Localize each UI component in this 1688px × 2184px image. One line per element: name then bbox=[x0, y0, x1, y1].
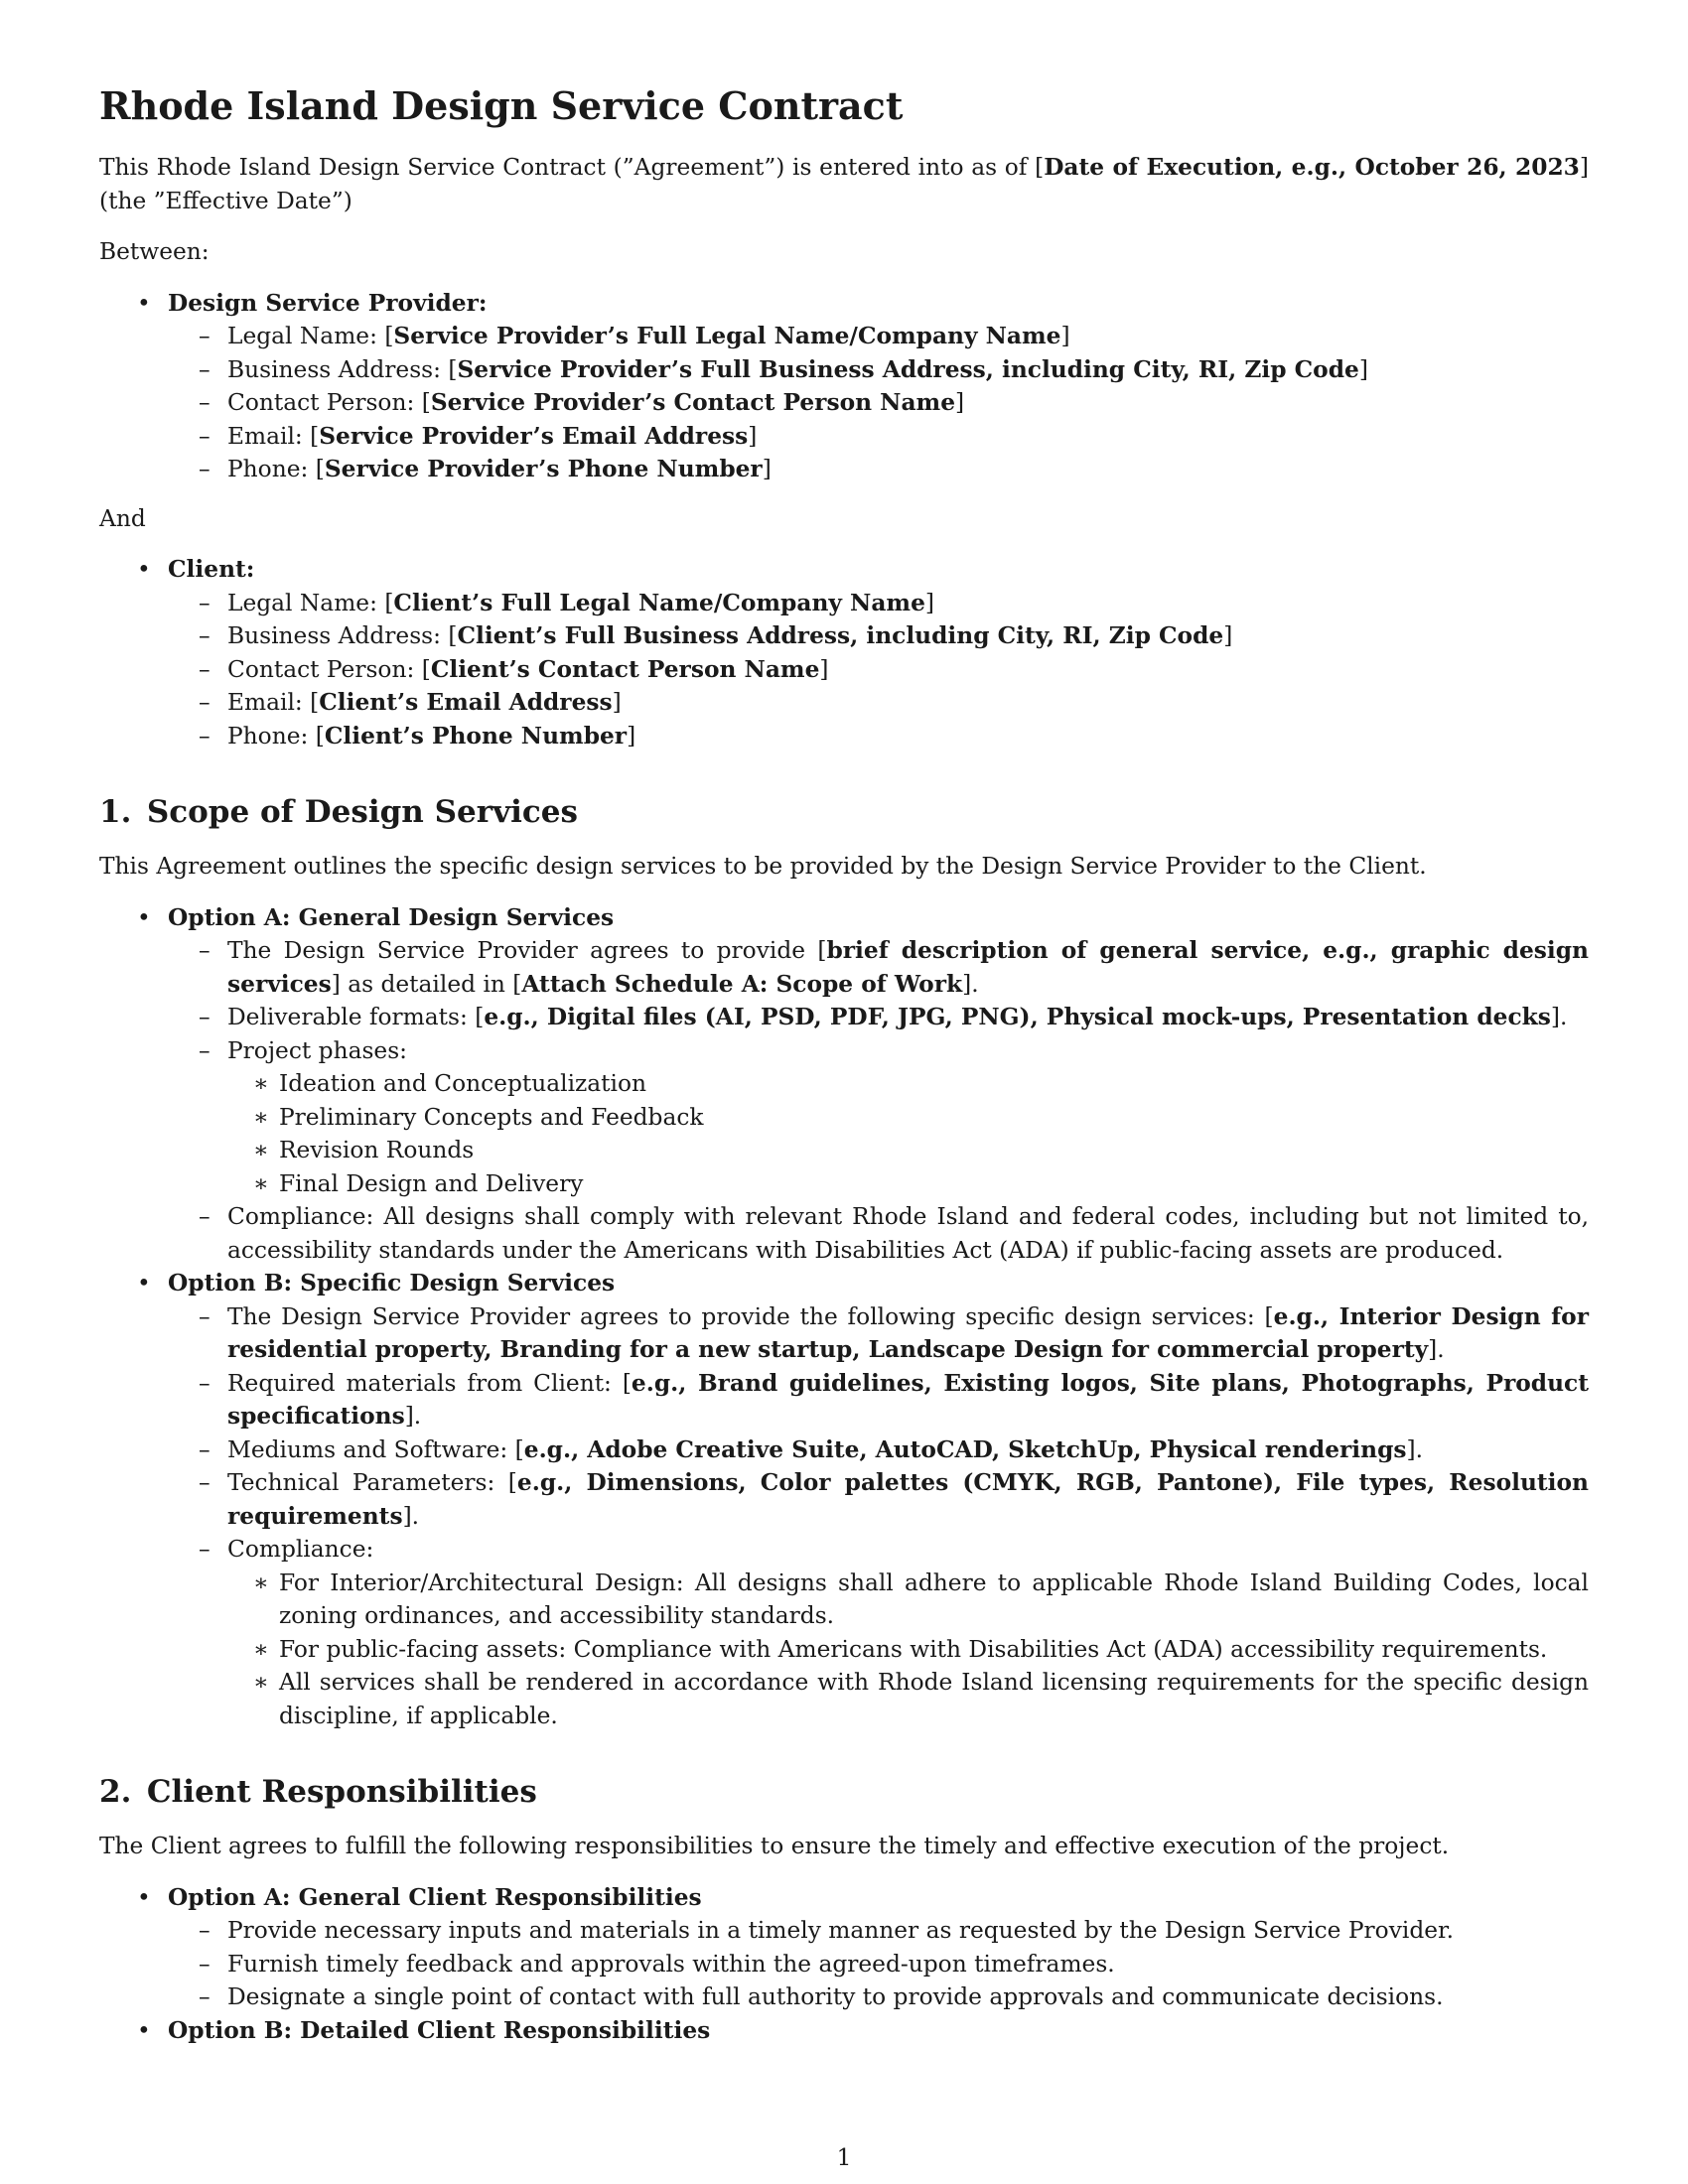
project-phase-list bbox=[227, 1067, 1589, 1200]
compliance-item: ∗ For Interior/Architectural Design: All designs shall adhere to applicable Rhode Island Building Codes, local zoning ordinances, and accessibility standards. bbox=[227, 1567, 1589, 1633]
option-b-compliance: – Compliance: ∗ For Interior/Architectural Design: All designs shall adhere to applicable Rhode Island Building Codes, local zoning ordinances, and accessibility standards. ∗ For public-facing assets: Compliance with Americans with Disabilities Act (ADA) accessibility requirements. ∗ All services shall be rendered in accordance with Rhode Island licensing requirements for the specific design discipline, if applicable. bbox=[168, 1533, 1589, 1732]
provider-party-list bbox=[99, 287, 1589, 486]
section-1-intro: This Agreement outlines the specific design services to be provided by the Design Service Provider to the Client. bbox=[99, 853, 1427, 880]
provider-contact-person: – Contact Person: [Service Provider’s Contact Person Name] bbox=[168, 386, 1589, 420]
option-a-general-design bbox=[99, 901, 1589, 1268]
section-1-heading: 1. Scope of Design Services bbox=[99, 794, 578, 830]
client-legal-name: – Legal Name: [Client’s Full Legal Name/Company Name] bbox=[168, 587, 1589, 620]
provider-fields bbox=[168, 320, 1589, 486]
option-a-heading: Option A: General Design Services bbox=[168, 903, 615, 931]
client-responsibility-items bbox=[168, 1914, 1589, 2014]
project-phase: ∗ Revision Rounds bbox=[227, 1134, 1589, 1167]
compliance-item: ∗ For public-facing assets: Compliance with Americans with Disabilities Act (ADA) accessibility requirements. bbox=[227, 1633, 1589, 1667]
intro-paragraph: This Rhode Island Design Service Contract (”Agreement”) is entered into as of [Date of Execution, e.g., October 26, 2023] (the ”Effective Date”) bbox=[99, 154, 1589, 214]
compliance-list bbox=[227, 1567, 1589, 1733]
provider-business-address: – Business Address: [Service Provider’s Full Business Address, including City, RI, Zip Code] bbox=[168, 353, 1589, 387]
project-phase: ∗ Ideation and Conceptualization bbox=[227, 1067, 1589, 1101]
option-b-services: – The Design Service Provider agrees to provide the following specific design services: [e.g., Interior Design for residential property, Branding for a new startup, Landscape Design for commercial property]. bbox=[168, 1300, 1589, 1367]
option-a-client-responsibilities bbox=[99, 1881, 1589, 2014]
page-number: 1 bbox=[836, 2144, 852, 2171]
option-b-technical-parameters: – Technical Parameters: [e.g., Dimensions, Color palettes (CMYK, RGB, Pantone), File types, Resolution requirements]. bbox=[168, 1466, 1589, 1533]
client-business-address: – Business Address: [Client’s Full Business Address, including City, RI, Zip Code] bbox=[168, 619, 1589, 653]
provider-party bbox=[99, 287, 1589, 486]
option-b-heading: Option B: Specific Design Services bbox=[168, 1270, 616, 1297]
document-title: Rhode Island Design Service Contract bbox=[99, 83, 904, 128]
option-b-specific-design bbox=[99, 1267, 1589, 1732]
section-2-options bbox=[99, 1881, 1589, 2048]
client-responsibility: – Provide necessary inputs and materials in a timely manner as requested by the Design Service Provider. bbox=[168, 1914, 1589, 1948]
option-a-deliverable-formats: – Deliverable formats: [e.g., Digital files (AI, PSD, PDF, JPG, PNG), Physical mock-ups, Presentation decks]. bbox=[168, 1001, 1589, 1034]
client-phone: – Phone: [Client’s Phone Number] bbox=[168, 720, 1589, 753]
compliance-item: ∗ All services shall be rendered in accordance with Rhode Island licensing requirements for the specific design discipline, if applicable. bbox=[227, 1666, 1589, 1732]
section-2-intro: The Client agrees to fulfill the following responsibilities to ensure the timely and effective execution of the project. bbox=[99, 1833, 1450, 1859]
option-b-mediums-software: – Mediums and Software: [e.g., Adobe Creative Suite, AutoCAD, SketchUp, Physical renderings]. bbox=[168, 1433, 1589, 1467]
option-b-client-responsibilities bbox=[99, 2014, 1589, 2048]
section-1-options bbox=[99, 901, 1589, 1733]
project-phase: ∗ Preliminary Concepts and Feedback bbox=[227, 1101, 1589, 1135]
client-contact-person: – Contact Person: [Client’s Contact Person Name] bbox=[168, 653, 1589, 687]
option-a-service-description: – The Design Service Provider agrees to provide [brief description of general service, e.g., graphic design services] as detailed in [Attach Schedule A: Scope of Work]. bbox=[168, 934, 1589, 1001]
option-b-required-materials: – Required materials from Client: [e.g., Brand guidelines, Existing logos, Site plans, Photographs, Product specifications]. bbox=[168, 1367, 1589, 1433]
client-party bbox=[99, 553, 1589, 752]
option-a-project-phases: – Project phases: ∗ Ideation and Conceptualization ∗ Preliminary Concepts and Feedback ∗ Revision Rounds ∗ Final Design and Delivery bbox=[168, 1034, 1589, 1201]
provider-email: – Email: [Service Provider’s Email Address] bbox=[168, 420, 1589, 454]
option-a-client-heading: Option A: General Client Responsibilities bbox=[168, 1883, 702, 1911]
client-heading: Client: bbox=[168, 556, 255, 583]
between-label: Between: bbox=[99, 238, 210, 265]
option-a-compliance: – Compliance: All designs shall comply with relevant Rhode Island and federal codes, including but not limited to, accessibility standards under the Americans with Disabilities Act (ADA) if public-facing assets are produced. bbox=[168, 1200, 1589, 1267]
contract-page bbox=[99, 83, 1589, 2063]
effective-date-placeholder: Date of Execution, e.g., October 26, 2023 bbox=[1044, 154, 1580, 181]
client-fields bbox=[168, 587, 1589, 753]
option-b-items bbox=[168, 1300, 1589, 1733]
option-b-client-heading: Option B: Detailed Client Responsibilities bbox=[168, 2016, 711, 2044]
project-phase: ∗ Final Design and Delivery bbox=[227, 1167, 1589, 1201]
section-2-heading: 2. Client Responsibilities bbox=[99, 1774, 537, 1810]
client-party-list bbox=[99, 553, 1589, 752]
provider-legal-name: – Legal Name: [Service Provider’s Full Legal Name/Company Name] bbox=[168, 320, 1589, 353]
client-responsibility: – Furnish timely feedback and approvals within the agreed-upon timeframes. bbox=[168, 1948, 1589, 1981]
option-a-items bbox=[168, 934, 1589, 1267]
and-label: And bbox=[99, 504, 146, 532]
client-email: – Email: [Client’s Email Address] bbox=[168, 686, 1589, 720]
provider-phone: – Phone: [Service Provider’s Phone Number] bbox=[168, 453, 1589, 486]
client-responsibility: – Designate a single point of contact with full authority to provide approvals and communicate decisions. bbox=[168, 1980, 1589, 2014]
provider-heading: Design Service Provider: bbox=[168, 289, 488, 317]
